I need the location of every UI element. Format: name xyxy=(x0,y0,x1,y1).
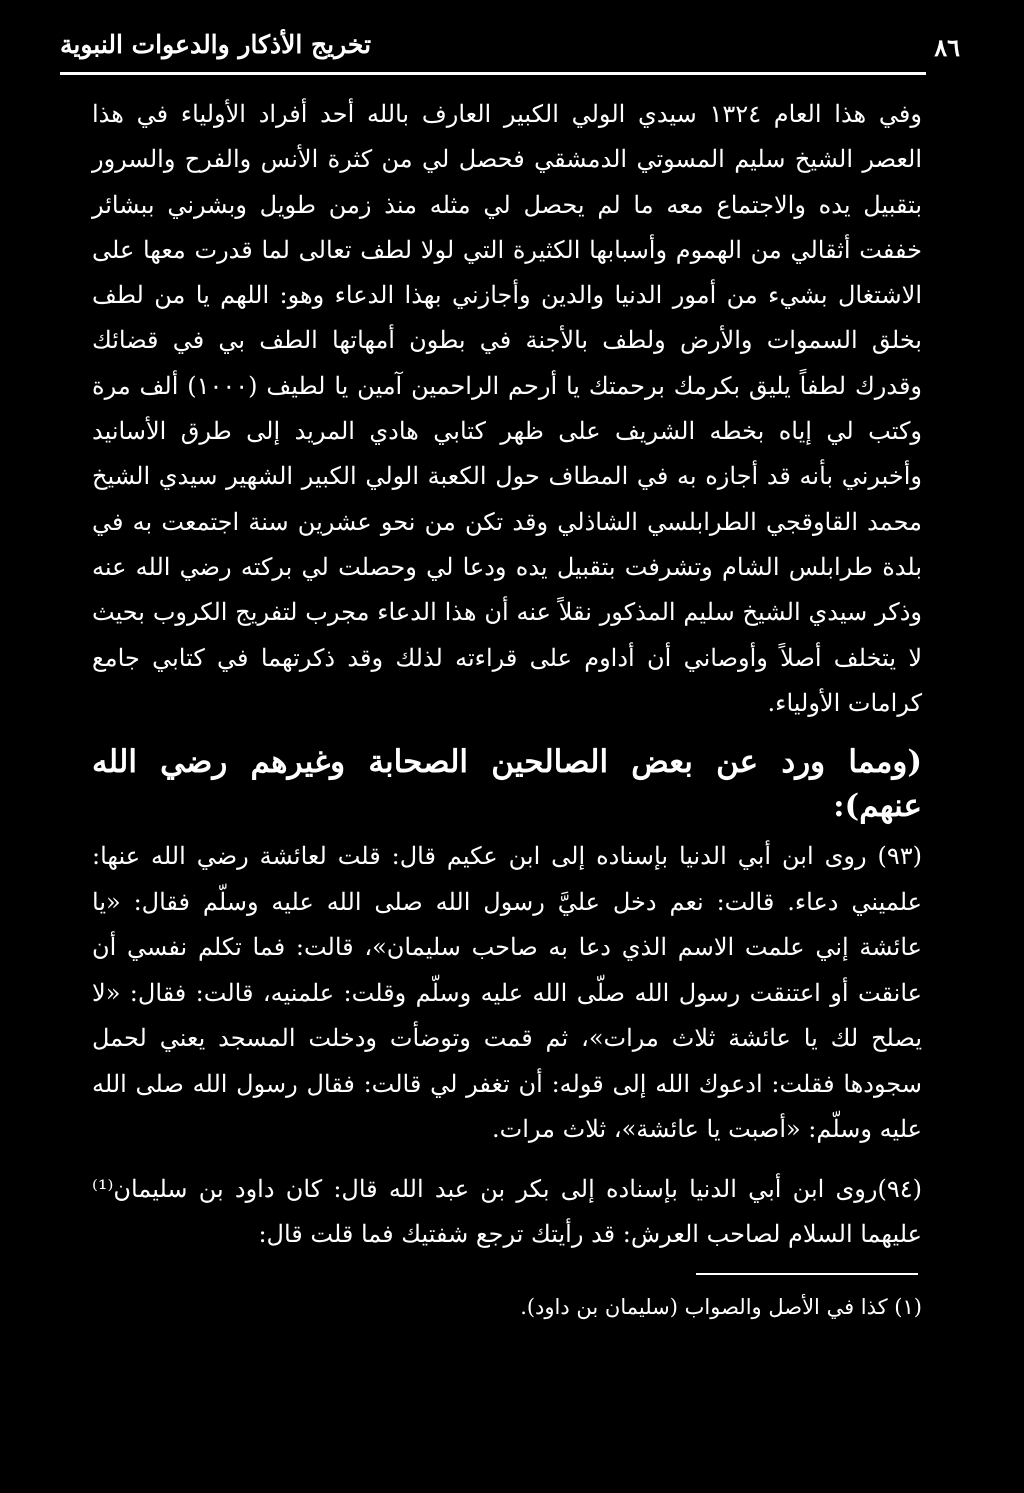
page-header xyxy=(60,28,960,68)
header-divider xyxy=(60,72,926,75)
body-paragraph: وفي هذا العام ١٣٢٤ سيدي الولي الكبير العارف بالله أحد أفراد الأولياء في هذا العصر الشيخ سليم المسوتي الدمشقي فحصل لي من كثرة الأنس والفرح والسرور بتقبيل يده والاجتماع معه ما لم يحصل لي مثله منذ زمن طويل وبشرني ببشائر خففت أثقالي من الهموم وأسبابها الكثيرة التي لولا لطف تعالى لما قدرت معها على الاشتغال بشيء من أمور الدنيا والدين وأجازني بهذا الدعاء وهو: اللهم يا من لطف بخلق السموات والأرض ولطف بالأجنة في بطون أمهاتها الطف بي في قضائك وقدرك لطفاً يليق بكرمك برحمتك يا أرحم الراحمين آمين يا لطيف (١٠٠٠) ألف مرة وكتب لي إياه بخطه الشريف على ظهر كتابي هادي المريد إلى طرق الأسانيد وأخبرني بأنه قد أجازه به في المطاف حول الكعبة الولي الكبير الشهير سيدي الشيخ محمد القاوقجي الطرابلسي الشاذلي وقد تكن من نحو عشرين سنة اجتمعت به في بلدة طرابلس الشام وتشرفت بتقبيل يده ودعا لي وحصلت لي بركته رضي الله عنه وذكر سيدي الشيخ سليم المذكور نقلاً عنه أن هذا الدعاء مجرب لتفريج الكروب بحيث لا يتخلف أصلاً وأوصاني أن أداوم على قراءته لذلك وقد ذكرتهما في كتابي جامع كرامات الأولياء. xyxy=(92,100,923,717)
footnote: (١) كذا في الأصل والصواب (سليمان بن داود). xyxy=(520,1295,922,1319)
running-title: تخريج الأذكار والدعوات النبوية xyxy=(60,30,372,59)
hadith-94: (٩٤)روى ابن أبي الدنيا بإسناده إلى بكر بن عبد الله قال: كان داود بن سليمان⁽¹⁾ عليهما السلام لصاحب العرش: قد رأيتك ترجع شفتيك فما قلت قال: xyxy=(92,1174,922,1249)
main-content xyxy=(92,92,922,1258)
footnote-divider xyxy=(696,1273,918,1275)
page-number: ٨٦ xyxy=(934,33,960,62)
section-heading: (ومما ورد عن بعض الصالحين الصحابة وغيرهم رضي الله عنهم): xyxy=(92,744,922,825)
hadith-93: (٩٣) روى ابن أبي الدنيا بإسناده إلى ابن عكيم قال: قلت لعائشة رضي الله عنها: علميني دعاء. قالت: نعم دخل عليَّ رسول الله صلى الله عليه وسلّم فقال: «يا عائشة إني علمت الاسم الذي دعا به صاحب سليمان»، قالت: فما تكلم نفسي أن عانقت أو اعتنقت رسول الله صلّى الله عليه وسلّم وقلت: علمنيه، قالت: فقال: «لا يصلح لك يا عائشة ثلاث مرات»، ثم قمت وتوضأت ودخلت المسجد يعني لحمل سجودها فقلت: ادعوك الله إلى قوله: أن تغفر لي قالت: فقال رسول الله صلى الله عليه وسلّم: «أصبت يا عائشة»، ثلاث مرات. xyxy=(92,842,922,1144)
